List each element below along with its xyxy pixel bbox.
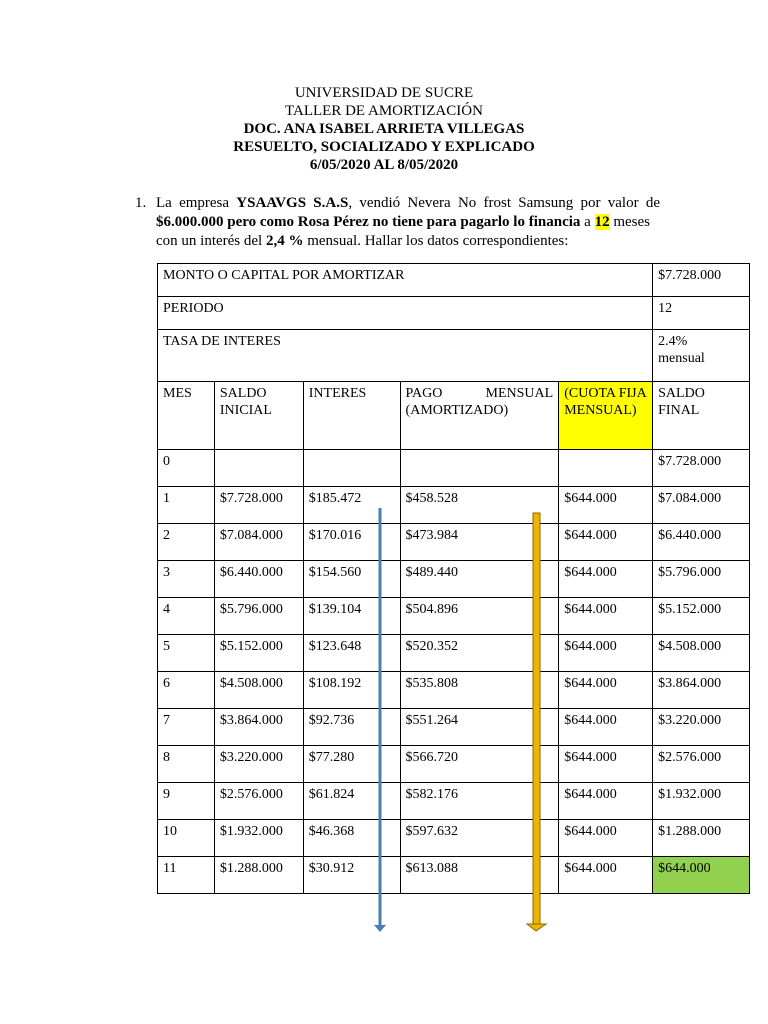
col-saldo-final: SALDO FINAL — [653, 382, 750, 450]
cell-interes: $30.912 — [303, 857, 400, 894]
cell-mes: 1 — [158, 487, 215, 524]
cell-interes: $108.192 — [303, 672, 400, 709]
tasa-label: TASA DE INTERES — [158, 330, 653, 382]
cell-cuota: $644.000 — [559, 857, 653, 894]
cell-pago: $504.896 — [400, 598, 559, 635]
text-segment: La empresa — [156, 195, 237, 211]
cell-mes: 6 — [158, 672, 215, 709]
cell-saldo-final: $5.152.000 — [653, 598, 750, 635]
cell-saldo-inicial: $5.796.000 — [214, 598, 303, 635]
cell-saldo-inicial: $6.440.000 — [214, 561, 303, 598]
capital-value: $7.728.000 — [653, 264, 750, 297]
cell-interes: $77.280 — [303, 746, 400, 783]
cell-mes: 7 — [158, 709, 215, 746]
cell-cuota: $644.000 — [559, 635, 653, 672]
cell-saldo-final: $6.440.000 — [653, 524, 750, 561]
cell-saldo-final: $3.864.000 — [653, 672, 750, 709]
amount-clause: $6.000.000 pero como Rosa Pérez no tiene para pagarlo lo financia — [156, 214, 581, 230]
tasa-period: mensual — [658, 351, 705, 366]
text-segment: a — [580, 214, 595, 230]
cell-pago: $458.528 — [400, 487, 559, 524]
cell-cuota: $644.000 — [559, 783, 653, 820]
cell-saldo-inicial: $7.084.000 — [214, 524, 303, 561]
cell-pago: $535.808 — [400, 672, 559, 709]
cell-mes: 9 — [158, 783, 215, 820]
cell-saldo-inicial: $4.508.000 — [214, 672, 303, 709]
cell-cuota: $644.000 — [559, 524, 653, 561]
university-name: UNIVERSIDAD DE SUCRE — [294, 85, 474, 101]
cell-mes: 2 — [158, 524, 215, 561]
capital-label: MONTO O CAPITAL POR AMORTIZAR — [158, 264, 653, 297]
date-range: 6/05/2020 AL 8/05/2020 — [309, 157, 459, 173]
text-segment: mensual. Hallar los datos correspondientes: — [303, 233, 569, 249]
cell-saldo-final: $7.084.000 — [653, 487, 750, 524]
cell-interes: $139.104 — [303, 598, 400, 635]
cell-interes: $170.016 — [303, 524, 400, 561]
col-saldo-inicial: SALDO INICIAL — [214, 382, 303, 450]
cell-pago: $597.632 — [400, 820, 559, 857]
cell-saldo-final: $7.728.000 — [653, 450, 750, 487]
cell-saldo-final: $1.932.000 — [653, 783, 750, 820]
cell-saldo-inicial: $2.576.000 — [214, 783, 303, 820]
cell-interes: $46.368 — [303, 820, 400, 857]
cell-pago: $613.088 — [400, 857, 559, 894]
cell-interes: $92.736 — [303, 709, 400, 746]
cell-saldo-inicial: $3.864.000 — [214, 709, 303, 746]
cell-mes: 3 — [158, 561, 215, 598]
cell-saldo-inicial: $1.288.000 — [214, 857, 303, 894]
cell-saldo-final: $3.220.000 — [653, 709, 750, 746]
blue-down-arrow — [374, 508, 386, 932]
cell-mes: 0 — [158, 450, 215, 487]
workshop-title: TALLER DE AMORTIZACIÓN — [285, 103, 483, 119]
text-segment: con un interés del — [156, 233, 266, 249]
cell-cuota: $644.000 — [559, 672, 653, 709]
col-cuota-fija: (CUOTA FIJA MENSUAL) — [559, 382, 653, 450]
cell-interes: $123.648 — [303, 635, 400, 672]
cell-saldo-inicial: $3.220.000 — [214, 746, 303, 783]
teacher-name: DOC. ANA ISABEL ARRIETA VILLEGAS — [243, 121, 525, 137]
cell-mes: 8 — [158, 746, 215, 783]
cell-interes: $61.824 — [303, 783, 400, 820]
cell-saldo-final: $1.288.000 — [653, 820, 750, 857]
cell-pago: $551.264 — [400, 709, 559, 746]
cell-mes: 11 — [158, 857, 215, 894]
months-highlight: 12 — [594, 214, 610, 230]
periodo-label: PERIODO — [158, 297, 653, 330]
interest-rate: 2,4 % — [265, 233, 304, 249]
periodo-value: 12 — [653, 297, 750, 330]
cell-saldo-final: $5.796.000 — [653, 561, 750, 598]
cell-interes: $185.472 — [303, 487, 400, 524]
col-interes: INTERES — [303, 382, 400, 450]
text-segment: , vendió Nevera No frost Samsung por valor de — [348, 195, 660, 211]
cell-saldo-inicial: $1.932.000 — [214, 820, 303, 857]
cell-pago: $473.984 — [400, 524, 559, 561]
text-segment: meses — [609, 214, 650, 230]
cell-cuota: $644.000 — [559, 561, 653, 598]
cell-mes: 4 — [158, 598, 215, 635]
cell-saldo-final: $2.576.000 — [653, 746, 750, 783]
cell-saldo-inicial: $7.728.000 — [214, 487, 303, 524]
cell-pago: $566.720 — [400, 746, 559, 783]
cell-cuota: $644.000 — [559, 820, 653, 857]
problem-number: 1. — [135, 195, 147, 211]
company-name: YSAAVGS S.A.S — [236, 195, 349, 211]
cell-cuota: $644.000 — [559, 487, 653, 524]
cell-pago: $582.176 — [400, 783, 559, 820]
cell-pago: $520.352 — [400, 635, 559, 672]
cell-saldo-inicial: $5.152.000 — [214, 635, 303, 672]
cell-mes: 10 — [158, 820, 215, 857]
cell-saldo-final: $4.508.000 — [653, 635, 750, 672]
tasa-percent: 2.4% — [658, 334, 688, 349]
cell-mes: 5 — [158, 635, 215, 672]
cell-pago: $489.440 — [400, 561, 559, 598]
pago-header-line-2: (AMORTIZADO) — [405, 403, 509, 418]
pago-header-line-1: PAGO MENSUAL — [405, 386, 554, 401]
col-mes: MES — [158, 382, 215, 450]
status-line: RESUELTO, SOCIALIZADO Y EXPLICADO — [233, 139, 535, 155]
gold-down-arrow — [527, 513, 546, 931]
cell-cuota: $644.000 — [559, 598, 653, 635]
cell-interes: $154.560 — [303, 561, 400, 598]
cell-cuota: $644.000 — [559, 746, 653, 783]
cell-saldo-final: $644.000 — [653, 857, 750, 894]
cell-cuota: $644.000 — [559, 709, 653, 746]
